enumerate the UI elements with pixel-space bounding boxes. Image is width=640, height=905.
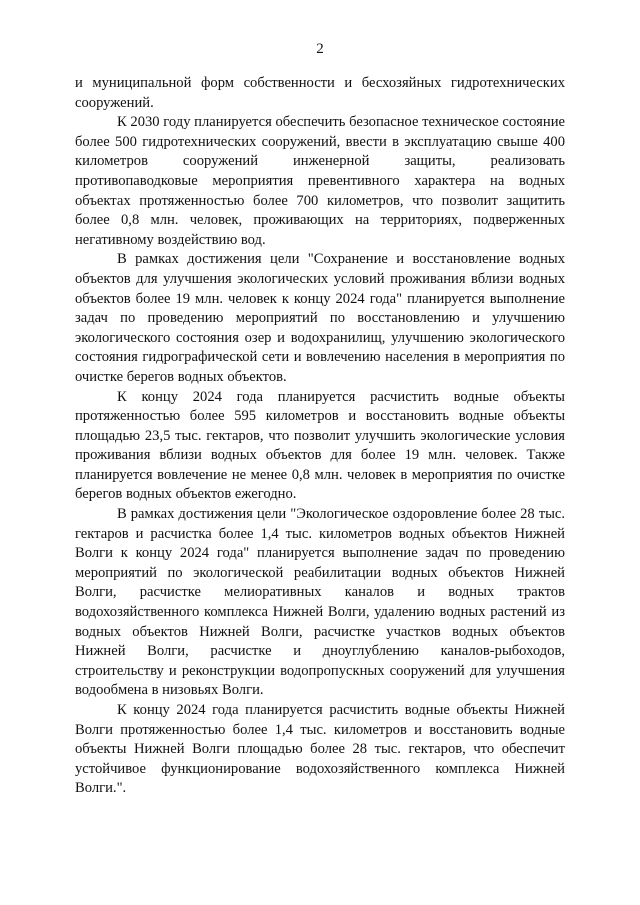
paragraph-2030-goals: К 2030 году планируется обеспечить безопасное техническое состояние более 500 гидротехнических сооружений, ввести в эксплуатацию свыше 400 километров сооружений инженерной защиты, реализовать противопаводковые мероприятия превентивного характера на водных объектах протяженностью более 700 километров, что позволит защитить более 0,8 млн. человек, проживающих на территориях, подверженных негативному воздействию вод. — [75, 114, 565, 248]
paragraph-lower-volga-2024: К концу 2024 года планируется расчистить водные объекты Нижней Волги протяженностью более 1,4 тыс. километров и восстановить водные объекты Нижней Волги площадью более 28 тыс. гектаров, что обеспечит устойчивое функционирование водохозяйственного комплекса Нижней Волги.". — [75, 702, 565, 797]
page-number: 2 — [316, 41, 324, 57]
paragraph-continuation: и муниципальной форм собственности и бесхозяйных гидротехнических сооружений. — [75, 75, 565, 111]
paragraph-water-objects-goal: В рамках достижения цели "Сохранение и восстановление водных объектов для улучшения экологических условий проживания вблизи водных объектов более 19 млн. человек к концу 2024 года" планируется выполнение задач по проведению мероприятий по восстановлению и улучшению экологического состояния озер и водохранилищ, улучшению экологического состояния гидрографической сети и вовлечению населения в мероприятия по очистке берегов водных объектов. — [75, 251, 565, 385]
document-body — [75, 74, 565, 799]
paragraph-2024-cleanup: К концу 2024 года планируется расчистить водные объекты протяженностью более 595 километров и восстановить водные объекты площадью 23,5 тыс. гектаров, что позволит улучшить экологические условия проживания вблизи водных объектов для более 19 млн. человек. Также планируется вовлечение не менее 0,8 млн. человек в мероприятия по очистке берегов водных объектов ежегодно. — [75, 388, 565, 503]
paragraph-lower-volga-goal: В рамках достижения цели "Экологическое оздоровление более 28 тыс. гектаров и расчистка более 1,4 тыс. километров водных объектов Нижней Волги к концу 2024 года" планируется выполнение задач по проведению мероприятий по экологической реабилитации водных объектов Нижней Волги, расчистке мелиоративных каналов и водных трактов водохозяйственного комплекса Нижней Волги, удалению водных растений из водных объектов Нижней Волги, расчистке участков водных объектов Нижней Волги, расчистке и дноуглублению каналов-рыбоходов, строительству и реконструкции водопропускных сооружений для улучшения водообмена в низовьях Волги. — [75, 506, 565, 699]
